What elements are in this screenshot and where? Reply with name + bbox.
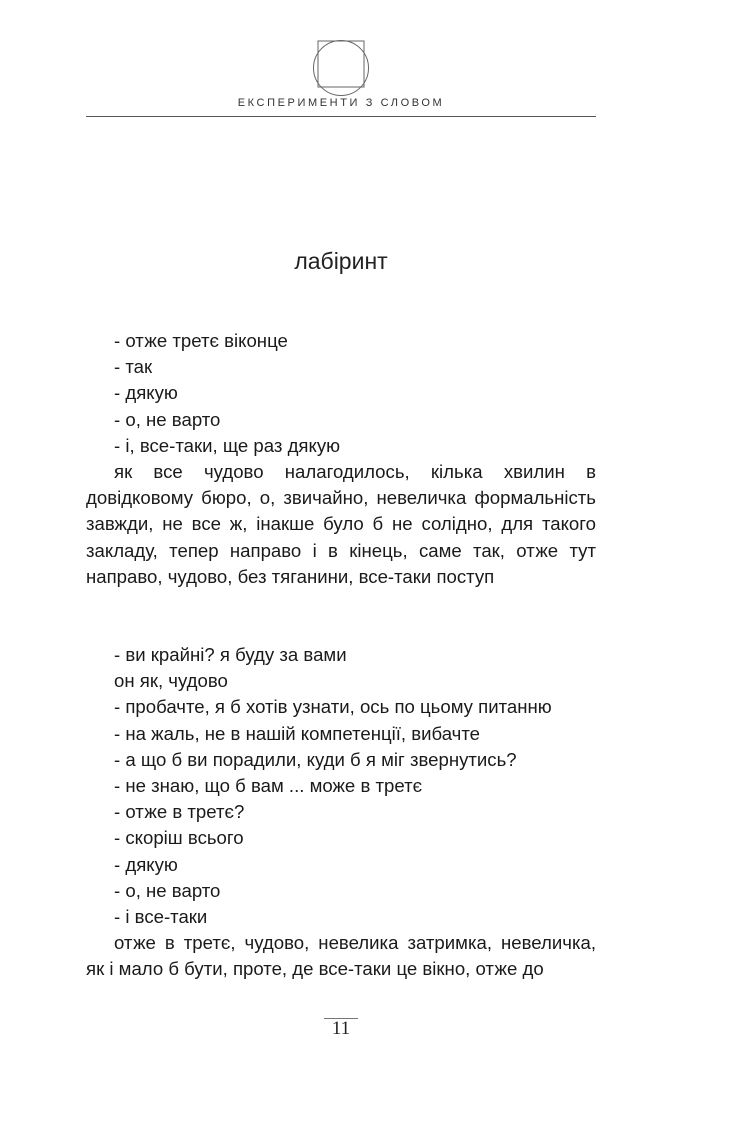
dialogue-line: он як, чудово	[114, 670, 228, 692]
dialogue-line: - так	[114, 356, 153, 378]
dialogue-line: - дякую	[114, 382, 178, 404]
dialogue-line: - на жаль, не в нашій компетенції, вибачте	[114, 722, 481, 744]
stanza-break	[86, 590, 596, 642]
dialogue-line: - дякую	[114, 853, 178, 875]
dialogue-line: - о, не варто	[114, 879, 221, 901]
dialogue-line: - і все-таки	[114, 906, 208, 928]
circle-square-emblem-icon	[311, 38, 371, 98]
header-rule	[86, 116, 596, 117]
dialogue-line: - отже третє віконце	[114, 330, 288, 351]
dialogue-line: - о, не варто	[114, 408, 221, 430]
body-text	[86, 328, 596, 983]
narrative-paragraph: як все чудово налагодилось, кілька хвилин в довідковому бюро, о, звичайно, невеличка формальність завжди, не все ж, інакше було б не солідно, для такого закладу, тепер направо і в кінець, саме так, отже тут направо, чудово, без тяганини, все-таки поступ	[86, 461, 596, 587]
dialogue-line: - ви крайні? я буду за вами	[114, 644, 347, 666]
narrative-paragraph: отже в третє, чудово, невелика затримка, невеличка, як і мало б бути, проте, де все-таки це вікно, отже до	[86, 932, 596, 980]
running-head: ЕКСПЕРИМЕНТИ З СЛОВОМ	[237, 97, 445, 109]
dialogue-line: - а що б ви порадили, куди б я міг звернутись?	[114, 748, 517, 770]
dialogue-line: - і, все-таки, ще раз дякую	[114, 434, 341, 456]
page-number: 11	[331, 1018, 351, 1039]
poem-title: лабіринт	[294, 248, 388, 274]
dialogue-line: - скоріш всього	[114, 827, 244, 849]
dialogue-line: - отже в третє?	[114, 801, 245, 823]
dialogue-line: - не знаю, що б вам ... може в третє	[114, 775, 423, 797]
dialogue-line: - пробачте, я б хотів узнати, ось по цьому питанню	[114, 696, 552, 718]
